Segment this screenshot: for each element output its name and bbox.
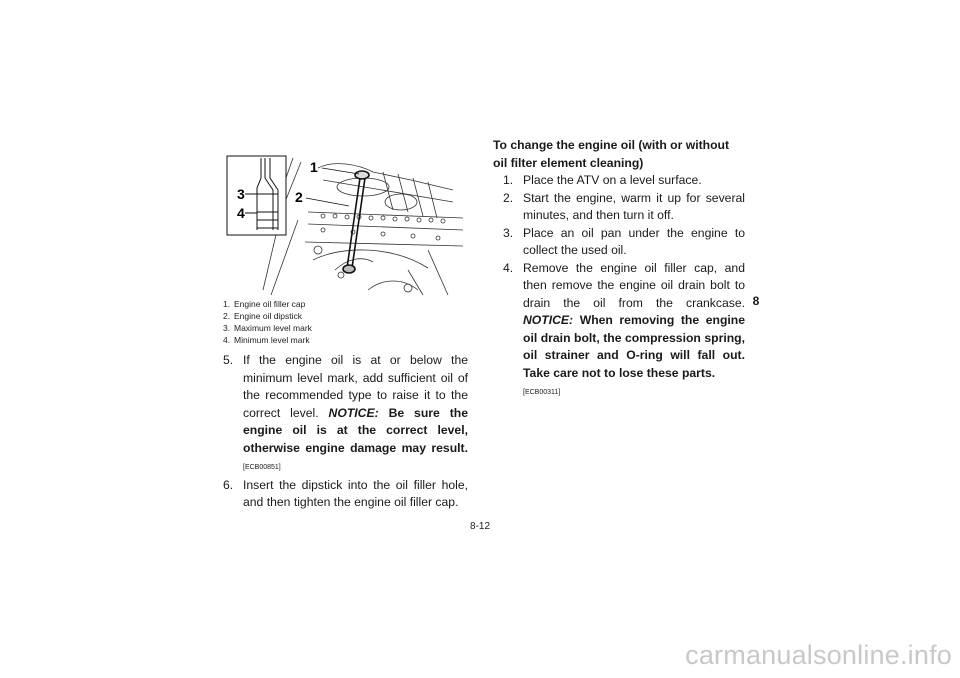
- section-heading: To change the engine oil (with or without oil filter element cleaning): [493, 138, 730, 170]
- step-5-text: If the engine oil is at or below the minimum level mark, add sufficient oil of the recommended type to raise it to the correct level.: [243, 353, 468, 420]
- caption-item: 2. Engine oil dipstick: [223, 311, 303, 321]
- step-6-text: Insert the dipstick into the oil filler hole, and then tighten the engine oil filler cap.: [243, 477, 468, 509]
- chapter-tab: 8: [752, 294, 760, 308]
- step-6: 6. Insert the dipstick into the oil filler hole, and then tighten the engine oil filler cap.: [223, 477, 468, 512]
- callout-1: 1: [310, 159, 318, 175]
- step-3-text: Place an oil pan under the engine to collect the used oil.: [523, 225, 745, 257]
- step-2-text: Start the engine, warm it up for several minutes, and then turn it off.: [523, 190, 745, 222]
- step-1-text: Place the ATV on a level surface.: [523, 173, 702, 187]
- caption-item: 3. Maximum level mark: [223, 323, 312, 333]
- page-number: 8-12: [469, 521, 490, 532]
- engine-oil-dipstick-illustration: [223, 150, 463, 296]
- caption-item: 4. Minimum level mark: [223, 335, 310, 345]
- step-4: 4. Remove the engine oil filler cap, and then remove the engine oil drain bolt to drain the oil from the crankcase. NOTICE: When removing the engine oil drain bolt, the compression spring, oil strainer and O-ring will fall out. Take care not to lose these parts. [ECB00311]: [503, 260, 745, 396]
- notice-text: Be sure the engine oil is at the correct level, otherwise engine damage may result.: [243, 405, 468, 455]
- left-column: [223, 352, 468, 512]
- notice-label: NOTICE:: [328, 405, 379, 420]
- step-3: 3. Place an oil pan under the engine to collect the used oil.: [503, 225, 745, 260]
- caption-item: 1. Engine oil filler cap: [223, 299, 306, 309]
- reference-code: [ECB00851]: [243, 464, 281, 471]
- callout-2: 2: [295, 189, 303, 205]
- step-1: 1. Place the ATV on a level surface.: [503, 172, 745, 190]
- step-4-text: Remove the engine oil filler cap, and then remove the engine oil drain bolt to drain the oil from the crankcase.: [523, 260, 745, 310]
- callout-4: 4: [237, 205, 245, 221]
- callout-3: 3: [237, 186, 245, 202]
- right-column: [493, 137, 745, 402]
- reference-code: [ECB00311]: [523, 389, 561, 396]
- step-5: 5. If the engine oil is at or below the minimum level mark, add sufficient oil of the recommended type to raise it to the correct level. NOTICE: Be sure the engine oil is at the correct level, otherwise engine damage may result. [ECB00851]: [223, 353, 468, 471]
- notice-label: NOTICE:: [523, 313, 574, 327]
- notice-text: When removing the engine oil drain bolt, the compression spring, oil strainer and O-ring will fall out. Take care not to lose these parts.: [523, 313, 745, 380]
- step-2: 2. Start the engine, warm it up for several minutes, and then turn it off.: [503, 190, 745, 225]
- figure-captions: [223, 298, 463, 346]
- watermark: carmanualsonline.info: [685, 640, 952, 670]
